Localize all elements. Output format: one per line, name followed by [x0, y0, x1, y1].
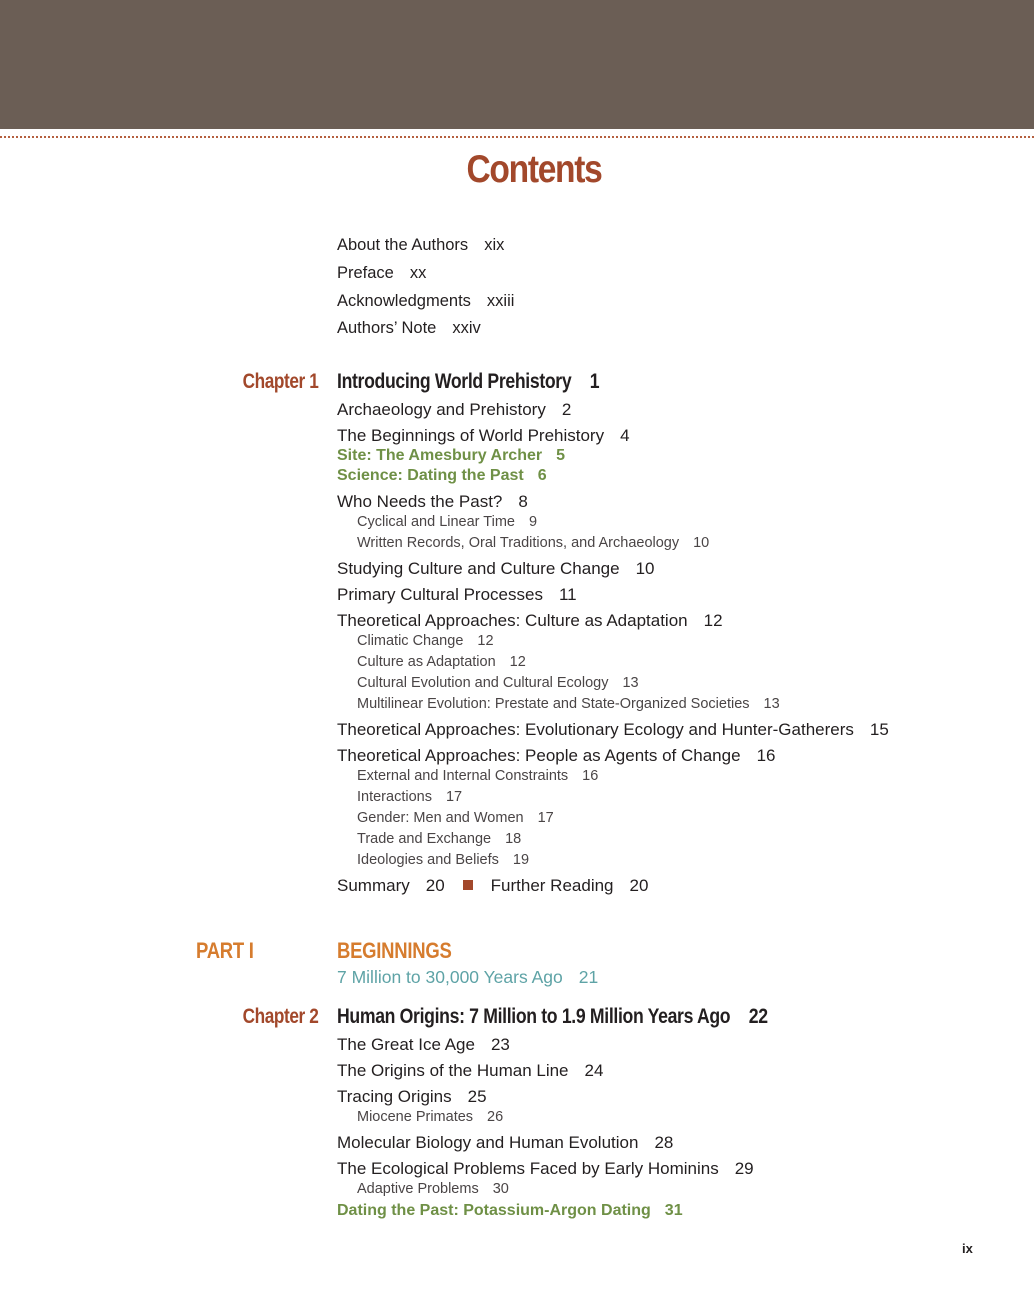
toc-entry-text: The Great Ice Age [337, 1035, 475, 1054]
toc-entry-text: Summary [337, 876, 410, 895]
toc-page-number: 21 [578, 967, 599, 987]
toc-page-number: 23 [490, 1035, 510, 1054]
toc-entry-text: 7 Million to 30,000 Years Ago [337, 967, 563, 987]
toc-entry[interactable] [337, 585, 577, 605]
toc-entry-text: Gender: Men and Women [357, 810, 524, 826]
toc-entry-acknowledgments[interactable] [337, 292, 514, 311]
toc-entry-text: Archaeology and Prehistory [337, 400, 546, 419]
chapter-title-text: Human Origins: 7 Million to 1.9 Million Years Ago [337, 1005, 731, 1028]
toc-entry-text: Climatic Change [357, 633, 464, 649]
toc-entry[interactable] [337, 1159, 754, 1179]
toc-page-number: 17 [537, 810, 554, 826]
toc-entry-about-authors[interactable] [337, 236, 504, 255]
toc-page-number: 28 [654, 1133, 674, 1152]
toc-entry-authors-note[interactable] [337, 319, 481, 338]
toc-page-number: 8 [518, 492, 528, 511]
toc-subentry[interactable] [357, 514, 537, 530]
toc-page-number: 6 [537, 467, 547, 484]
toc-page-number: 25 [467, 1087, 487, 1106]
toc-entry-text: Primary Cultural Processes [337, 585, 543, 604]
toc-summary-row [337, 876, 648, 896]
toc-entry-text: Culture as Adaptation [357, 654, 496, 670]
toc-subentry[interactable] [357, 789, 462, 805]
toc-subentry[interactable] [357, 696, 780, 712]
toc-feature-entry[interactable] [337, 467, 547, 485]
toc-page-number: 20 [629, 876, 649, 895]
chapter-title-text: Introducing World Prehistory [337, 370, 572, 393]
toc-page-number: 22 [748, 1005, 768, 1028]
toc-page-number: 5 [556, 447, 565, 464]
toc-entry[interactable] [337, 426, 630, 446]
toc-page-number: 30 [492, 1181, 509, 1197]
toc-page-number: xx [409, 264, 427, 282]
toc-entry-text: External and Internal Constraints [357, 768, 569, 784]
toc-subentry[interactable] [357, 633, 494, 649]
toc-entry-text: Molecular Biology and Human Evolution [337, 1133, 639, 1152]
further-reading-link[interactable] [491, 876, 649, 895]
toc-entry-text: Who Needs the Past? [337, 492, 503, 511]
toc-page-number: 10 [635, 559, 655, 578]
toc-page-number: 20 [425, 876, 445, 895]
toc-page-number: xxiv [452, 319, 481, 337]
square-bullet-icon [463, 880, 473, 890]
toc-page-number: 9 [528, 514, 538, 530]
toc-entry-text: Theoretical Approaches: Evolutionary Ecology and Hunter-Gatherers [337, 720, 854, 739]
toc-entry[interactable] [337, 559, 655, 579]
toc-page-number: 12 [703, 611, 723, 630]
toc-subentry[interactable] [357, 768, 598, 784]
toc-entry[interactable] [337, 400, 571, 420]
toc-subentry[interactable] [357, 852, 529, 868]
toc-entry-text: Multilinear Evolution: Prestate and State-Organized Societies [357, 696, 750, 712]
toc-page-number: 17 [445, 789, 463, 805]
toc-entry-text: Dating the Past: Potassium-Argon Dating [337, 1202, 651, 1219]
dotted-rule [0, 136, 1034, 138]
toc-page-number: 18 [505, 831, 522, 847]
page-number: ix [962, 1241, 973, 1256]
toc-entry[interactable] [337, 1087, 487, 1107]
toc-entry-text: Site: The Amesbury Archer [337, 447, 543, 464]
toc-entry-text: Preface [337, 264, 394, 282]
toc-entry[interactable] [337, 1133, 673, 1153]
chapter-2-title[interactable] [337, 1005, 768, 1029]
toc-entry-text: Tracing Origins [337, 1087, 452, 1106]
toc-entry-text: Cultural Evolution and Cultural Ecology [357, 675, 609, 691]
toc-page-number: 11 [558, 585, 577, 604]
toc-entry-text: About the Authors [337, 236, 469, 254]
toc-subentry[interactable] [357, 810, 554, 826]
toc-entry[interactable] [337, 1035, 510, 1055]
toc-entry-preface[interactable] [337, 264, 426, 283]
toc-feature-entry[interactable] [337, 1202, 683, 1220]
summary-link[interactable] [337, 876, 445, 895]
toc-page-number: 31 [664, 1202, 683, 1219]
toc-feature-entry[interactable] [337, 447, 565, 465]
toc-page-number: 26 [487, 1109, 504, 1125]
toc-page-number: 16 [756, 746, 776, 765]
toc-page-number: xix [484, 236, 505, 254]
toc-page-number: 4 [620, 426, 630, 445]
toc-subentry[interactable] [357, 1109, 503, 1125]
toc-subentry[interactable] [357, 535, 709, 551]
header-band [0, 0, 1034, 129]
toc-entry[interactable] [337, 746, 775, 766]
toc-entry-text: The Ecological Problems Faced by Early Hominins [337, 1159, 719, 1178]
toc-page-number: 12 [477, 633, 494, 649]
toc-entry-text: Interactions [357, 789, 432, 805]
chapter-1-label: Chapter 1 [242, 370, 318, 393]
part-1-title[interactable]: BEGINNINGS [337, 938, 452, 963]
toc-entry-text: Theoretical Approaches: Culture as Adaptation [337, 611, 688, 630]
part-1-label: PART I [196, 938, 254, 963]
part-1-subtitle[interactable] [337, 967, 598, 988]
toc-page-number: 10 [693, 535, 710, 551]
toc-entry-text: Adaptive Problems [357, 1181, 479, 1197]
toc-page-number: 13 [763, 696, 780, 712]
toc-entry-text: The Beginnings of World Prehistory [337, 426, 605, 445]
toc-entry-text: Cyclical and Linear Time [357, 514, 515, 530]
toc-subentry[interactable] [357, 654, 526, 670]
toc-entry-text: Trade and Exchange [357, 831, 492, 847]
toc-subentry[interactable] [357, 831, 521, 847]
page-title: Contents [466, 148, 602, 191]
toc-entry-text: Ideologies and Beliefs [357, 852, 499, 868]
toc-page-number: xxiii [486, 292, 515, 310]
toc-subentry[interactable] [357, 675, 639, 691]
toc-page-number: 12 [509, 654, 526, 670]
toc-entry-text: Authors’ Note [337, 319, 437, 337]
toc-page-number: 13 [622, 675, 639, 691]
toc-page-number: 1 [589, 370, 600, 393]
toc-page-number: 2 [561, 400, 572, 419]
toc-entry[interactable] [337, 611, 723, 631]
toc-entry-text: The Origins of the Human Line [337, 1061, 569, 1080]
toc-entry-text: Written Records, Oral Traditions, and Archaeology [357, 535, 680, 551]
chapter-1-title[interactable] [337, 370, 599, 394]
toc-page-number: 15 [869, 720, 889, 739]
toc-page-number: 24 [584, 1061, 604, 1080]
chapter-2-label: Chapter 2 [242, 1005, 318, 1028]
toc-entry-text: Studying Culture and Culture Change [337, 559, 620, 578]
toc-page-number: 19 [512, 852, 530, 868]
toc-page-number: 16 [582, 768, 599, 784]
toc-entry[interactable] [337, 720, 889, 740]
toc-entry[interactable] [337, 492, 528, 512]
toc-entry-text: Miocene Primates [357, 1109, 474, 1125]
toc-subentry[interactable] [357, 1181, 509, 1197]
toc-page-number: 29 [734, 1159, 754, 1178]
toc-entry[interactable] [337, 1061, 603, 1081]
toc-entry-text: Science: Dating the Past [337, 467, 524, 484]
toc-entry-text: Acknowledgments [337, 292, 471, 310]
toc-entry-text: Further Reading [490, 876, 614, 895]
toc-entry-text: Theoretical Approaches: People as Agents of Change [337, 746, 741, 765]
